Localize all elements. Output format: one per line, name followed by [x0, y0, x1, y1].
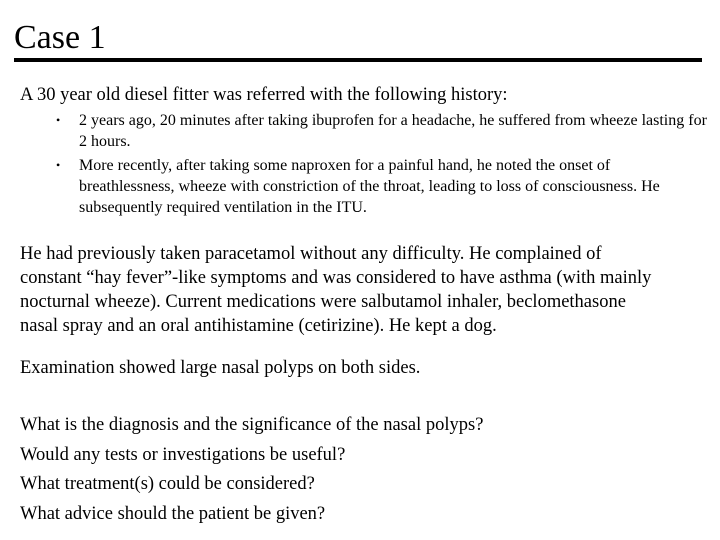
paragraph-line: nocturnal wheeze). Current medications were salbutamol inhaler, beclomethasone	[20, 292, 626, 312]
paragraph-line: nasal spray and an oral antihistamine (cetirizine). He kept a dog.	[20, 316, 497, 336]
intro-text: A 30 year old diesel fitter was referred with the following history:	[20, 85, 508, 105]
paragraph-line: constant “hay fever”-like symptoms and was considered to have asthma (with mainly	[20, 268, 652, 288]
bullet-icon: •	[56, 113, 61, 127]
examination-text: Examination showed large nasal polyps on both sides.	[20, 358, 421, 378]
history-list	[56, 110, 716, 221]
background-paragraph	[20, 242, 710, 338]
question-diagnosis: What is the diagnosis and the significance of the nasal polyps?	[20, 415, 484, 435]
title-underline	[14, 58, 702, 62]
history-item-text: More recently, after taking some naproxen for a painful hand, he noted the onset of breathlessness, wheeze with constriction of the throat, leading to loss of consciousness. He subsequently required ventilation in the ITU.	[79, 157, 660, 216]
question-advice: What advice should the patient be given?	[20, 503, 326, 524]
question-list	[20, 411, 710, 529]
history-item-text: 2 years ago, 20 minutes after taking ibuprofen for a headache, he suffered from wheeze lasting for 2 hours.	[79, 112, 707, 150]
question-tests: Would any tests or investigations be useful?	[20, 444, 346, 465]
paragraph-line: He had previously taken paracetamol without any difficulty. He complained of	[20, 244, 602, 264]
page-title: Case 1	[14, 19, 106, 56]
question-treatment: What treatment(s) could be considered?	[20, 474, 315, 494]
history-item-naproxen	[56, 155, 716, 218]
history-item-ibuprofen	[56, 110, 716, 152]
bullet-icon: •	[56, 158, 61, 172]
